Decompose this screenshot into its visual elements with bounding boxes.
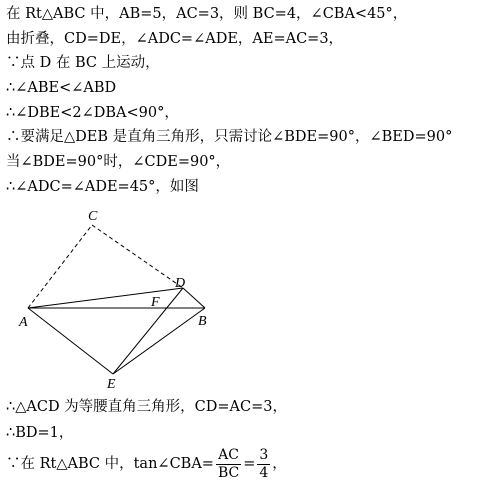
label-B: B (198, 314, 207, 329)
text-line-3: ∵点 D 在 BC 上运动， (6, 55, 160, 71)
segment-AD (28, 288, 183, 308)
text-line-10: ∴BD=1， (6, 425, 74, 441)
fraction-denominator: BC (217, 464, 240, 481)
text-line-6: ∴要满足△DEB 是直角三角形，只需讨论∠BDE=90°，∠BED=90° (6, 129, 453, 145)
text-line-9: ∴△ACD 为等腰直角三角形，CD=AC=3， (6, 399, 287, 415)
text-line-8: ∴∠ADC=∠ADE=45°，如图 (6, 179, 199, 195)
fraction-ac-over-bc (216, 447, 241, 482)
label-A: A (19, 315, 28, 330)
label-E: E (107, 377, 116, 390)
fraction-numerator: 3 (259, 446, 269, 463)
segment-DB (183, 288, 205, 308)
fraction-numerator: AC (216, 447, 241, 465)
text-line-11 (6, 446, 287, 482)
fraction-three-quarters (257, 447, 270, 482)
text-line-2: 由折叠，CD=DE，∠ADC=∠ADE，AE=AC=3， (6, 31, 344, 47)
tan-statement-prefix: ∵在 Rt△ABC 中，tan∠CBA= (6, 456, 214, 472)
text-line-1: 在 Rt△ABC 中，AB=5，AC=3，则 BC=4，∠CBA<45°， (6, 6, 408, 22)
segment-AE (28, 308, 113, 374)
text-line-5: ∴∠DBE<2∠DBA<90°， (6, 105, 179, 121)
text-line-4: ∴∠ABE<∠ABD (6, 80, 117, 96)
geometry-figure (0, 200, 230, 390)
label-C: C (88, 209, 98, 224)
text-line-7: 当∠BDE=90°时，∠CDE=90°， (6, 154, 231, 170)
label-D: D (175, 276, 186, 291)
label-F: F (151, 295, 160, 310)
tan-statement-suffix: ， (272, 456, 287, 472)
fraction-denominator: 4 (259, 464, 269, 481)
equals-sign: = (243, 456, 256, 472)
segment-AC (28, 225, 92, 308)
segment-CD (92, 225, 183, 288)
